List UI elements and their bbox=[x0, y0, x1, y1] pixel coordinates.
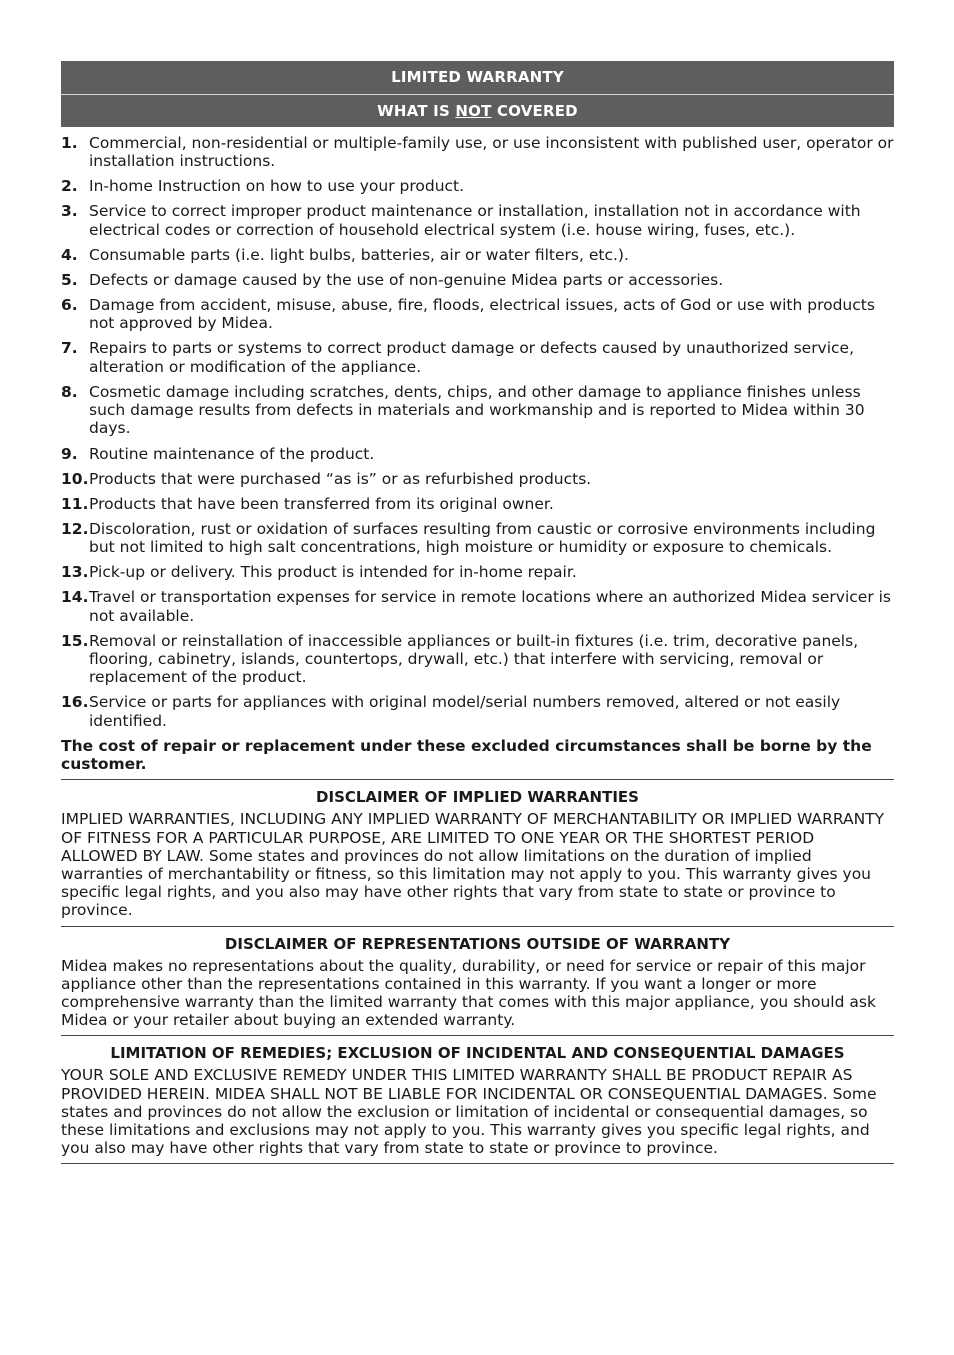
item-text: Commercial, non-residential or multiple-family use, or use inconsistent with published user, operator or installation instructions. bbox=[89, 134, 894, 171]
item-text: Consumable parts (i.e. light bulbs, batteries, air or water filters, etc.). bbox=[89, 245, 629, 264]
item-text: Pick-up or delivery. This product is intended for in-home repair. bbox=[89, 563, 577, 582]
list-item bbox=[61, 520, 894, 557]
header-title: LIMITED WARRANTY bbox=[391, 68, 564, 86]
item-number: 8. bbox=[61, 382, 78, 401]
item-number: 3. bbox=[61, 202, 78, 221]
item-number: 15. bbox=[61, 631, 89, 650]
representations-title: DISCLAIMER OF REPRESENTATIONS OUTSIDE OF WARRANTY bbox=[224, 934, 731, 953]
section-divider bbox=[61, 779, 894, 780]
item-number: 6. bbox=[61, 296, 78, 315]
implied-warranties-title: DISCLAIMER OF IMPLIED WARRANTIES bbox=[316, 788, 639, 807]
item-number: 4. bbox=[61, 245, 78, 264]
list-item bbox=[61, 296, 894, 333]
section-divider bbox=[61, 1035, 894, 1036]
item-text: Service to correct improper product maintenance or installation, installation not in accordance with electrical codes or correction of household electrical system (i.e. house wiring, fuses, etc.). bbox=[89, 202, 861, 239]
item-number: 14. bbox=[61, 588, 89, 607]
item-text: Products that were purchased “as is” or as refurbished products. bbox=[89, 469, 592, 488]
implied-warranties-body: IMPLIED WARRANTIES, INCLUDING ANY IMPLIED WARRANTY OF MERCHANTABILITY OR IMPLIED WARRANTY OF FITNESS FOR A PARTICULAR PURPOSE, ARE LIMITED TO ONE YEAR OR THE SHORTEST PERIOD ALLOWED BY LAW. Some states and provinces do not allow limitations on the duration of implied warranties of merchantability or fitness, so this limitation may not apply to you. This warranty gives you specific legal rights, and you also may have other rights that vary from state to state or province to province. bbox=[61, 810, 885, 920]
list-item bbox=[61, 134, 894, 171]
list-item bbox=[61, 588, 894, 625]
item-number: 7. bbox=[61, 339, 78, 358]
list-item bbox=[61, 383, 894, 438]
item-number: 1. bbox=[61, 134, 78, 152]
item-number: 5. bbox=[61, 270, 78, 289]
item-text: Removal or reinstallation of inaccessible appliances or built-in fixtures (i.e. trim, decorative panels, flooring, cabinetry, islands, countertops, drywall, etc.) that interfere with servicing, removal or replacement of the product. bbox=[89, 631, 859, 687]
header-subtitle-prefix: WHAT IS bbox=[377, 102, 456, 120]
item-text: Defects or damage caused by the use of non-genuine Midea parts or accessories. bbox=[89, 270, 724, 289]
item-text: Discoloration, rust or oxidation of surfaces resulting from caustic or corrosive environments including but not limited to high salt concentrations, high moisture or humidity or exposure to chemicals. bbox=[89, 519, 876, 557]
list-item bbox=[61, 445, 894, 463]
warranty-content bbox=[61, 61, 894, 1164]
item-text: Routine maintenance of the product. bbox=[89, 444, 375, 463]
representations-body: Midea makes no representations about the quality, durability, or need for service or repair of this major appliance other than the representations contained in this warranty. If you want a longer or more comprehensive warranty than the limited warranty that comes with this major appliance, you should ask Midea or your retailer about buying an extended warranty. bbox=[61, 956, 876, 1030]
limited-warranty-header bbox=[61, 61, 894, 94]
list-item bbox=[61, 246, 894, 264]
item-number: 13. bbox=[61, 563, 89, 582]
item-text: Damage from accident, misuse, abuse, fire, floods, electrical issues, acts of God or use with products not approved by Midea. bbox=[89, 296, 875, 333]
limitation-of-remedies-body: YOUR SOLE AND EXCLUSIVE REMEDY UNDER THIS LIMITED WARRANTY SHALL BE PRODUCT REPAIR AS PROVIDED HEREIN. MIDEA SHALL NOT BE LIABLE FOR INCIDENTAL OR CONSEQUENTIAL DAMAGES. Some states and provinces do not allow the exclusion or limitation of incidental or consequential damages, so these limitations and exclusions may not apply to you. This warranty gives you specific legal rights, and you also may have other rights that vary from state to state or province to province. bbox=[61, 1066, 877, 1158]
item-number: 10. bbox=[61, 469, 89, 488]
item-number: 2. bbox=[61, 177, 78, 196]
header-subtitle-suffix: COVERED bbox=[491, 102, 578, 120]
list-item bbox=[61, 202, 894, 239]
item-text: Travel or transportation expenses for service in remote locations where an authorized Midea servicer is not available. bbox=[89, 588, 891, 625]
limitation-of-remedies-title: LIMITATION OF REMEDIES; EXCLUSION OF INCIDENTAL AND CONSEQUENTIAL DAMAGES bbox=[110, 1044, 845, 1063]
item-text: In-home Instruction on how to use your product. bbox=[89, 177, 465, 196]
list-item bbox=[61, 693, 894, 730]
item-number: 11. bbox=[61, 494, 89, 513]
item-text: Cosmetic damage including scratches, dents, chips, and other damage to appliance finishes unless such damage results from defects in materials and workmanship and is reported to Midea within 30 days. bbox=[89, 382, 865, 438]
section-divider bbox=[61, 1163, 894, 1164]
cost-note: The cost of repair or replacement under these excluded circumstances shall be borne by the customer. bbox=[61, 736, 872, 774]
header-subtitle-underlined: NOT bbox=[455, 102, 492, 120]
list-item bbox=[61, 495, 894, 513]
list-item bbox=[61, 632, 894, 687]
exclusions-list bbox=[61, 134, 894, 730]
item-text: Repairs to parts or systems to correct product damage or defects caused by unauthorized service, alteration or modification of the appliance. bbox=[89, 339, 855, 376]
item-number: 16. bbox=[61, 693, 89, 712]
list-item bbox=[61, 563, 894, 581]
item-number: 12. bbox=[61, 519, 89, 538]
list-item bbox=[61, 271, 894, 289]
list-item bbox=[61, 470, 894, 488]
item-number: 9. bbox=[61, 444, 78, 463]
section-divider bbox=[61, 926, 894, 927]
item-text: Service or parts for appliances with original model/serial numbers removed, altered or not easily identified. bbox=[89, 693, 841, 730]
not-covered-header bbox=[61, 94, 894, 127]
list-item bbox=[61, 339, 894, 376]
list-item bbox=[61, 177, 894, 195]
item-text: Products that have been transferred from its original owner. bbox=[89, 494, 554, 513]
